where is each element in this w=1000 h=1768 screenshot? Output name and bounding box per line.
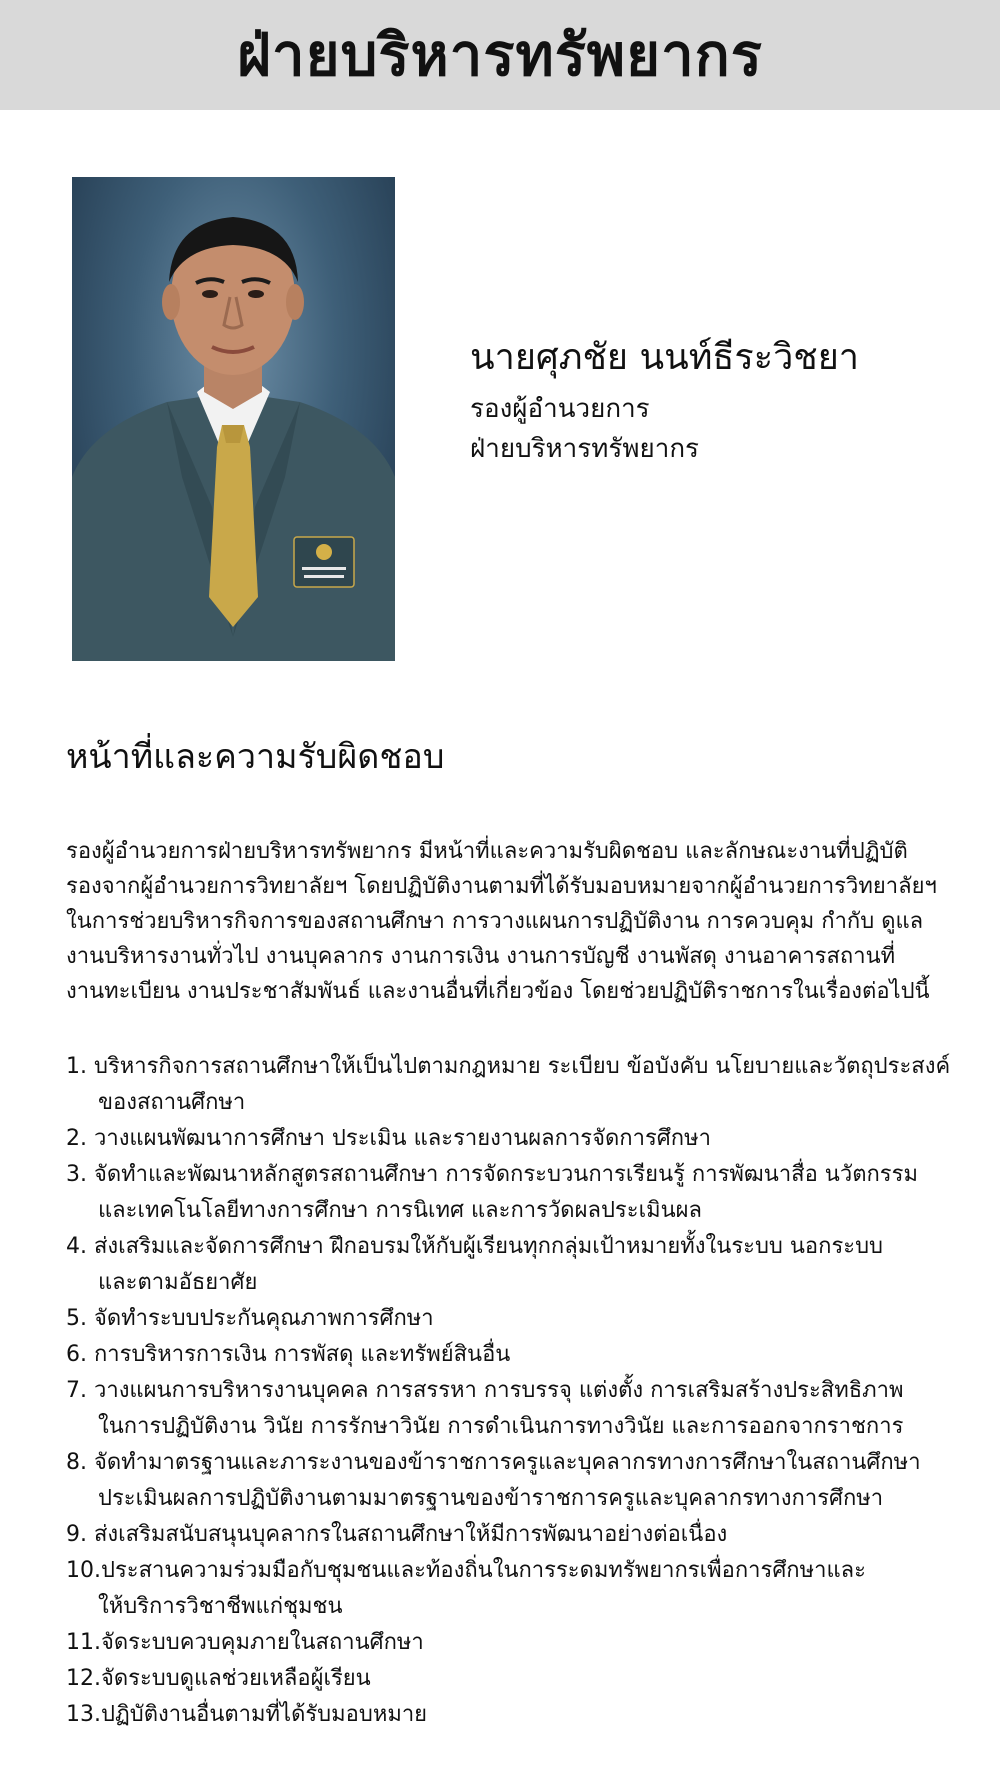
duty-text-continued: และเทคโนโลยีทางการศึกษา การนิเทศ และการวัดผลประเมินผล [98, 1198, 703, 1223]
duty-text-continued: ให้บริการวิชาชีพแก่ชุมชน [98, 1594, 343, 1619]
person-name: นายศุภชัย นนท์ธีระวิชยา [470, 337, 860, 378]
page-title: ฝ่ายบริหารทรัพยากร [237, 21, 763, 89]
duty-text: 10.ประสานความร่วมมือกับชุมชนและท้องถิ่นในการระดมทรัพยากรเพื่อการศึกษาและ [66, 1558, 866, 1583]
list-item [66, 1049, 976, 1121]
list-item [66, 1373, 976, 1445]
list-item [66, 1157, 976, 1229]
list-item [66, 1661, 976, 1697]
intro-line: งานบริหารงานทั่วไป งานบุคลากร งานการเงิน งานการบัญชี งานพัสดุ งานอาคารสถานที่ [66, 944, 896, 969]
duty-text-continued: ของสถานศึกษา [98, 1090, 246, 1115]
intro-line: รองจากผู้อำนวยการวิทยาลัยฯ โดยปฏิบัติงานตามที่ได้รับมอบหมายจากผู้อำนวยการวิทยาลัยฯ [66, 874, 937, 899]
list-item [66, 1229, 976, 1301]
duty-text: 13.ปฏิบัติงานอื่นตามที่ได้รับมอบหมาย [66, 1702, 428, 1727]
intro-line: งานทะเบียน งานประชาสัมพันธ์ และงานอื่นที่เกี่ยวข้อง โดยช่วยปฏิบัติราชการในเรื่องต่อไปนี้ [66, 979, 930, 1004]
list-item [66, 1625, 976, 1661]
list-item [66, 1445, 976, 1517]
intro-line: ในการช่วยบริหารกิจการของสถานศึกษา การวางแผนการปฏิบัติงาน การควบคุม กำกับ ดูแล [66, 909, 924, 934]
person-position: รองผู้อำนวยการ [470, 394, 650, 424]
duty-text-continued: และตามอัธยาศัย [98, 1270, 258, 1295]
duty-text: 7. วางแผนการบริหารงานบุคคล การสรรหา การบรรจุ แต่งตั้ง การเสริมสร้างประสิทธิภาพ [66, 1378, 904, 1403]
duty-text: 3. จัดทำและพัฒนาหลักสูตรสถานศึกษา การจัดกระบวนการเรียนรู้ การพัฒนาสื่อ นวัตกรรม [66, 1162, 918, 1187]
duty-text: 6. การบริหารการเงิน การพัสดุ และทรัพย์สินอื่น [66, 1342, 511, 1367]
duty-text: 8. จัดทำมาตรฐานและภาระงานของข้าราชการครูและบุคลากรทางการศึกษาในสถานศึกษา [66, 1450, 921, 1475]
duty-text-continued: ในการปฏิบัติงาน วินัย การรักษาวินัย การดำเนินการทางวินัย และการออกจากราชการ [98, 1414, 904, 1439]
section-heading: หน้าที่และความรับผิดชอบ [66, 737, 445, 777]
person-department: ฝ่ายบริหารทรัพยากร [470, 434, 700, 464]
profile-info [470, 335, 970, 469]
list-item [66, 1697, 976, 1733]
duty-text: 4. ส่งเสริมและจัดการศึกษา ฝึกอบรมให้กับผู้เรียนทุกกลุ่มเป้าหมายทั้งในระบบ นอกระบบ [66, 1234, 884, 1259]
duty-text: 2. วางแผนพัฒนาการศึกษา ประเมิน และรายงานผลการจัดการศึกษา [66, 1126, 711, 1151]
portrait-illustration [72, 177, 395, 661]
duty-text: 12.จัดระบบดูแลช่วยเหลือผู้เรียน [66, 1666, 371, 1691]
intro-paragraph [66, 834, 966, 1009]
duty-text: 11.จัดระบบควบคุมภายในสถานศึกษา [66, 1630, 424, 1655]
list-item [66, 1337, 976, 1373]
duty-text: 9. ส่งเสริมสนับสนุนบุคลากรในสถานศึกษาให้มีการพัฒนาอย่างต่อเนื่อง [66, 1522, 728, 1547]
duty-text: 5. จัดทำระบบประกันคุณภาพการศึกษา [66, 1306, 434, 1331]
list-item [66, 1553, 976, 1625]
list-item [66, 1301, 976, 1337]
profile-photo [72, 177, 395, 661]
intro-line: รองผู้อำนวยการฝ่ายบริหารทรัพยากร มีหน้าที่และความรับผิดชอบ และลักษณะงานที่ปฏิบัติ [66, 839, 908, 864]
duty-text: 1. บริหารกิจการสถานศึกษาให้เป็นไปตามกฎหมาย ระเบียบ ข้อบังคับ นโยบายและวัตถุประสงค์ [66, 1054, 951, 1079]
duty-text-continued: ประเมินผลการปฏิบัติงานตามมาตรฐานของข้าราชการครูและบุคลากรทางการศึกษา [98, 1486, 884, 1511]
list-item [66, 1121, 976, 1157]
duty-list [66, 1049, 976, 1733]
list-item [66, 1517, 976, 1553]
